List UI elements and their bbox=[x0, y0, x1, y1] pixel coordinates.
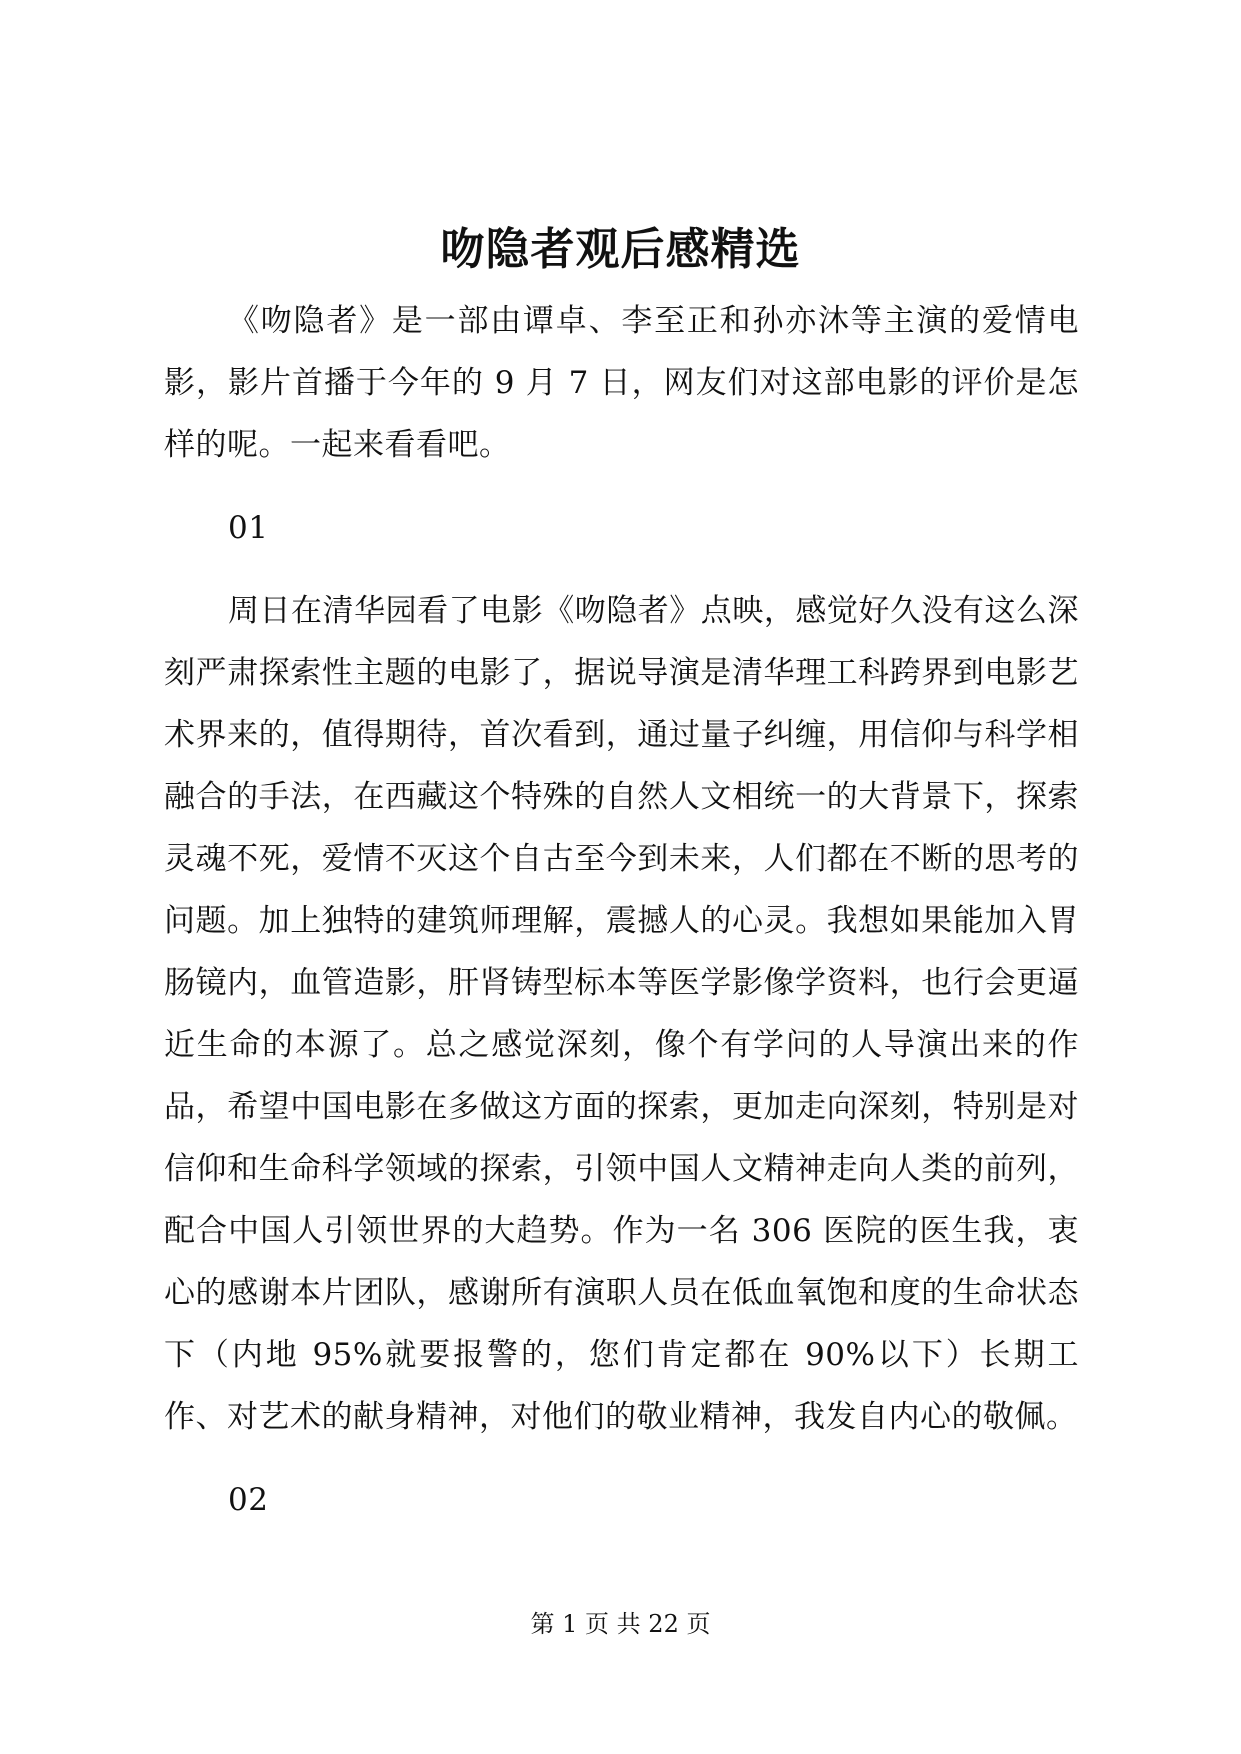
section-number-01: 01 bbox=[228, 510, 269, 546]
page-title: 吻隐者观后感精选 bbox=[440, 224, 801, 275]
review-paragraph: 周日在清华园看了电影《吻隐者》点映，感觉好久没有这么深刻严肃探索性主题的电影了，据说导演是清华理工科跨界到电影艺术界来的，值得期待，首次看到，通过量子纠缠，用信仰与科学相融合的手法，在西藏这个特殊的自然人文相统一的大背景下，探索灵魂不死，爱情不灭这个自古至今到未来，人们都在不断的思考的问题。加上独特的建筑师理解，震撼人的心灵。我想如果能加入胃肠镜内，血管造影，肝肾铸型标本等医学影像学资料，也行会更逼近生命的本源了。总之感觉深刻，像个有学问的人导演出来的作品，希望中国电影在多做这方面的探索，更加走向深刻，特别是对信仰和生命科学领域的探索，引领中国人文精神走向人类的前列，配合中国人引领世界的大趋势。作为一名 306 医院的医生我，衷心的感谢本片团队，感谢所有演职人员在低血氧饱和度的生命状态下（内地 95%就要报警的，您们肯定都在 90%以下）长期工作、对艺术的献身精神，对他们的敬业精神，我发自内心的敬佩。 bbox=[164, 593, 1079, 1435]
intro-paragraph: 《吻隐者》是一部由谭卓、李至正和孙亦沐等主演的爱情电影，影片首播于今年的 9 月 7 日，网友们对这部电影的评价是怎样的呢。一起来看看吧。 bbox=[164, 303, 1079, 463]
section-number-02: 02 bbox=[228, 1482, 269, 1518]
document-body bbox=[164, 290, 1079, 1552]
page-footer: 第 1 页 共 22 页 bbox=[530, 1610, 711, 1638]
